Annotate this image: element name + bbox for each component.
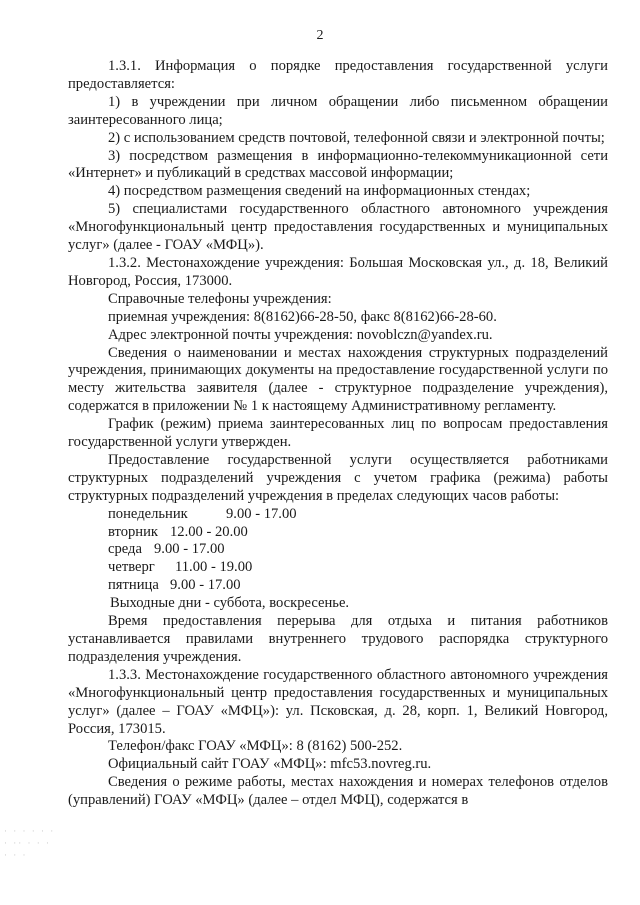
document-body (68, 58, 608, 810)
schedule-row (108, 577, 608, 595)
paragraph-1-3-2: 1.3.2. Местонахождение учреждения: Большая Московская ул., д. 18, Великий Новгород, Россия, 173000. (68, 254, 608, 289)
schedule-row (108, 559, 608, 577)
schedule-hours: 11.00 - 19.00 (175, 559, 253, 576)
reception-schedule-paragraph: График (режим) приема заинтересованных лиц по вопросам предоставления государственной услуги утвержден. (68, 416, 608, 451)
paragraph-1-3-1: 1.3.1. Информация о порядке предоставления государственной услуги предоставляется: (68, 58, 608, 92)
list-item-5: 5) специалистами государственного областного автономного учреждения «Многофункциональный центр предоставления государственных и муниципальных услуг» (далее - ГОАУ «МФЦ»). (68, 201, 608, 254)
schedule-row (108, 524, 608, 542)
list-item-1: 1) в учреждении при личном обращении либо письменном обращении заинтересованного лица; (68, 93, 608, 128)
schedule-day: вторник (108, 523, 159, 540)
reception-phone: приемная учреждения: 8(8162)66-28-50, факс 8(8162)66-28-60. (108, 308, 497, 325)
work-schedule (108, 506, 608, 596)
email-line: Адрес электронной почты учреждения: novoblczn@yandex.ru. (108, 326, 493, 343)
paragraph-1-3-3: 1.3.3. Местонахождение государственного областного автономного учреждения «Многофункциональный центр предоставления государственных и муниципальных услуг» (далее – ГОАУ «МФЦ»): ул. Псковская, д. 28, корп. 1, Великий Новгород, Россия, 173015. (68, 666, 608, 737)
schedule-day: пятница (108, 577, 159, 594)
service-hours-paragraph: Предоставление государственной услуги осуществляется работниками структурных подразделений учреждения с учетом графика (режима) работы структурных подразделений учреждения в пределах следующих часов работы: (68, 451, 608, 504)
list-item-4: 4) посредством размещения сведений на информационных стендах; (108, 183, 531, 200)
mfc-departments-paragraph: Сведения о режиме работы, местах нахождения и номерах телефонов отделов (управлений) ГОАУ «МФЦ» (далее – отдел МФЦ), содержатся в (68, 774, 608, 809)
phones-heading: Справочные телефоны учреждения: (108, 290, 332, 307)
schedule-day: понедельник (108, 505, 188, 522)
scan-edge-marks: · · · · · · · ·· · · · · · · (4, 826, 56, 860)
schedule-day: четверг (108, 559, 155, 576)
list-item-2: 2) с использованием средств почтовой, телефонной связи и электронной почты; (108, 129, 605, 146)
schedule-hours: 12.00 - 20.00 (170, 523, 248, 540)
list-item-3: 3) посредством размещения в информационно-телекоммуникационной сети «Интернет» и публикаций в средствах массовой информации; (68, 147, 608, 182)
schedule-hours: 9.00 - 17.00 (154, 541, 225, 558)
break-time-paragraph: Время предоставления перерыва для отдыха и питания работников устанавливается правилами внутреннего трудового распорядка структурного подразделения учреждения. (68, 613, 608, 665)
subdivisions-paragraph: Сведения о наименовании и местах нахождения структурных подразделений учреждения, принимающих документы на предоставление государственной услуги по месту жительства заявителя (далее - структурное подразделение учреждения), содержатся в приложении № 1 к настоящему Административному регламенту. (68, 344, 608, 415)
schedule-hours: 9.00 - 17.00 (170, 577, 241, 594)
schedule-row (108, 541, 608, 559)
page-number: 2 (316, 28, 324, 43)
schedule-hours: 9.00 - 17.00 (226, 505, 297, 522)
mfc-website-line: Официальный сайт ГОАУ «МФЦ»: mfc53.novreg.ru. (108, 756, 432, 773)
schedule-row (108, 506, 608, 524)
holidays-line: Выходные дни - суббота, воскресенье. (110, 595, 350, 612)
mfc-phone-line: Телефон/факс ГОАУ «МФЦ»: 8 (8162) 500-252. (108, 738, 403, 755)
schedule-day: среда (108, 541, 142, 558)
